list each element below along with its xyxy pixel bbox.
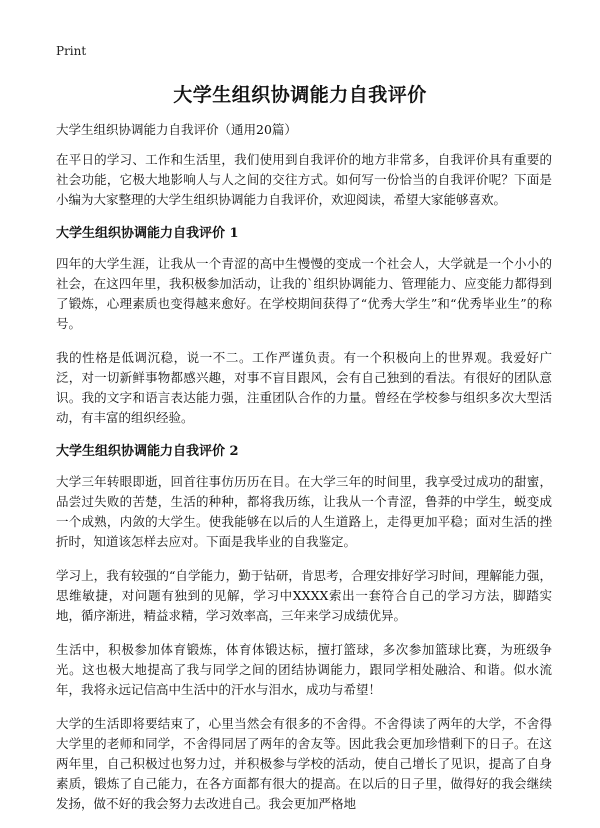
print-label[interactable]: Print <box>56 44 87 58</box>
section-2-paragraph-1: 大学三年转眼即逝，回首往事仿历历在目。在大学三年的时间里，我享受过成功的甜蜜，品尝过失败的苦楚，生活的种种，都将我历练，让我从一个青涩，鲁莽的中学生，蜕变成一个成熟，内敛的大学生。使我能够在以后的人生道路上，走得更加平稳；面对生活的挫折时，知道该怎样去应对。下面是我毕业的自我鉴定。 <box>56 474 552 549</box>
section-1-paragraph-2: 我的性格是低调沉稳，说一不二。工作严谨负责。有一个积极向上的世界观。我爱好广泛，对一切新鲜事物都感兴趣，对事不盲目跟风，会有自己独到的看法。有很好的团队意识。我的文字和语言表达能力强，注重团队合作的力量。曾经在学校参与组织多次大型活动，有丰富的组织经验。 <box>56 350 552 425</box>
document-subtitle: 大学生组织协调能力自我评价（通用20篇） <box>56 122 297 137</box>
page-title: 大学生组织协调能力自我评价 <box>173 84 427 106</box>
section-2-paragraph-3: 生活中，积极参加体育锻炼，体育体锻达标，擅打篮球，多次参加篮球比赛，为班级争光。这也极大地提高了我与同学之间的团结协调能力，跟同学相处融洽、和谐。似水流年，我将永远记信高中生活中的汗水与泪水，成功与希望！ <box>56 642 552 697</box>
section-2-paragraph-2: 学习上，我有较强的“自学能力，勤于钻研，肯思考，合理安排好学习时间，理解能力强，思维敏捷，对问题有独到的见解，学习中XXXX索出一套符合自己的学习方法，脚踏实地，循序渐进，精益求精，学习效率高，三年来学习成绩优异。 <box>56 568 552 623</box>
section-heading-1: 大学生组织协调能力自我评价 1 <box>56 226 239 241</box>
document-body <box>56 150 552 828</box>
section-1-paragraph-1: 四年的大学生涯，让我从一个青涩的高中生慢慢的变成一个社会人，大学就是一个小小的社会，在这四年里，我积极参加活动，让我的`组织协调能力、管理能力、应变能力都得到了锻炼，心理素质也变得越来愈好。在学校期间获得了“优秀大学生”和“优秀毕业生”的称号。 <box>56 256 552 331</box>
section-heading-2: 大学生组织协调能力自我评价 2 <box>56 444 239 459</box>
intro-paragraph: 在平日的学习、工作和生活里，我们使用到自我评价的地方非常多，自我评价具有重要的社会功能，它极大地影响人与人之间的交往方式。如何写一份恰当的自我评价呢？下面是小编为大家整理的大学生组织协调能力自我评价，欢迎阅读，希望大家能够喜欢。 <box>56 152 552 207</box>
section-2-paragraph-4: 大学的生活即将要结束了，心里当然会有很多的不舍得。不舍得读了两年的大学，不舍得大学里的老师和同学，不舍得同居了两年的舍友等。因此我会更加珍惜剩下的日子。在这两年里，自己积极过也努力过，并积极参与学校的活动，使自己增长了见识，提高了自身素质，锻炼了自己能力，在各方面都有很大的提高。在以后的日子里，做得好的我会继续发扬，做不好的我会努力去改进自己。我会更加严格地 <box>56 716 552 811</box>
